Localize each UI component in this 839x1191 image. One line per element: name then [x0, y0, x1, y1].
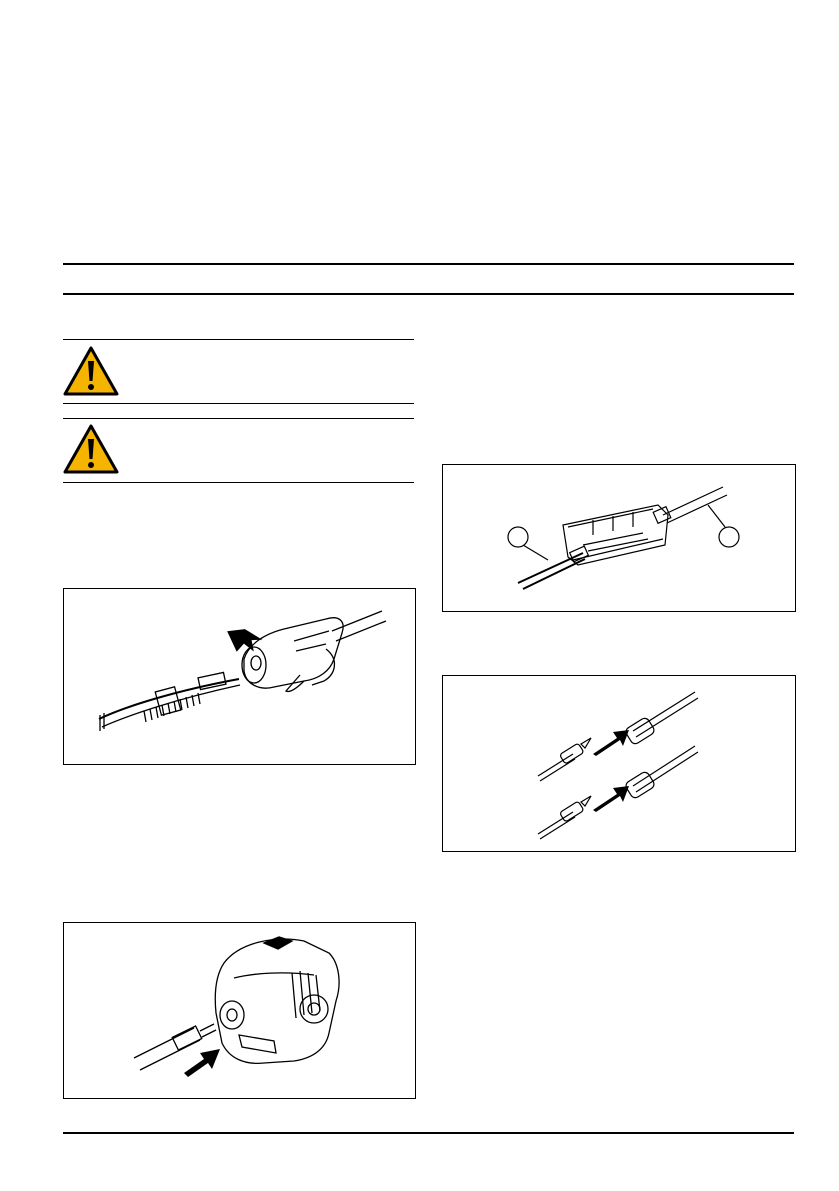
warning-triangle-icon [62, 345, 120, 397]
warning-1-rule-bottom [63, 403, 414, 404]
engine-connect-illustration [64, 923, 415, 1098]
header-rule-top [63, 263, 794, 265]
cable-connectors-illustration [443, 676, 795, 851]
callout-circle-2 [719, 527, 739, 547]
handle-shaft-illustration [64, 589, 415, 764]
figure-cable-holder [442, 464, 796, 612]
arrow-icon [184, 1049, 220, 1077]
figure-engine-connect [63, 922, 416, 1099]
callout-circle-1 [508, 527, 528, 547]
warning-2-rule-top [63, 418, 414, 419]
figure-handle-shaft [63, 588, 416, 765]
warning-1-rule-top [63, 339, 414, 340]
warning-triangle-icon [62, 423, 120, 475]
arrow-icon [593, 730, 629, 812]
warning-2-rule-bottom [63, 482, 414, 483]
cable-holder-illustration [443, 465, 795, 611]
footer-rule [63, 1132, 794, 1134]
figure-cable-connectors [442, 675, 796, 852]
header-rule-bottom [63, 293, 794, 295]
